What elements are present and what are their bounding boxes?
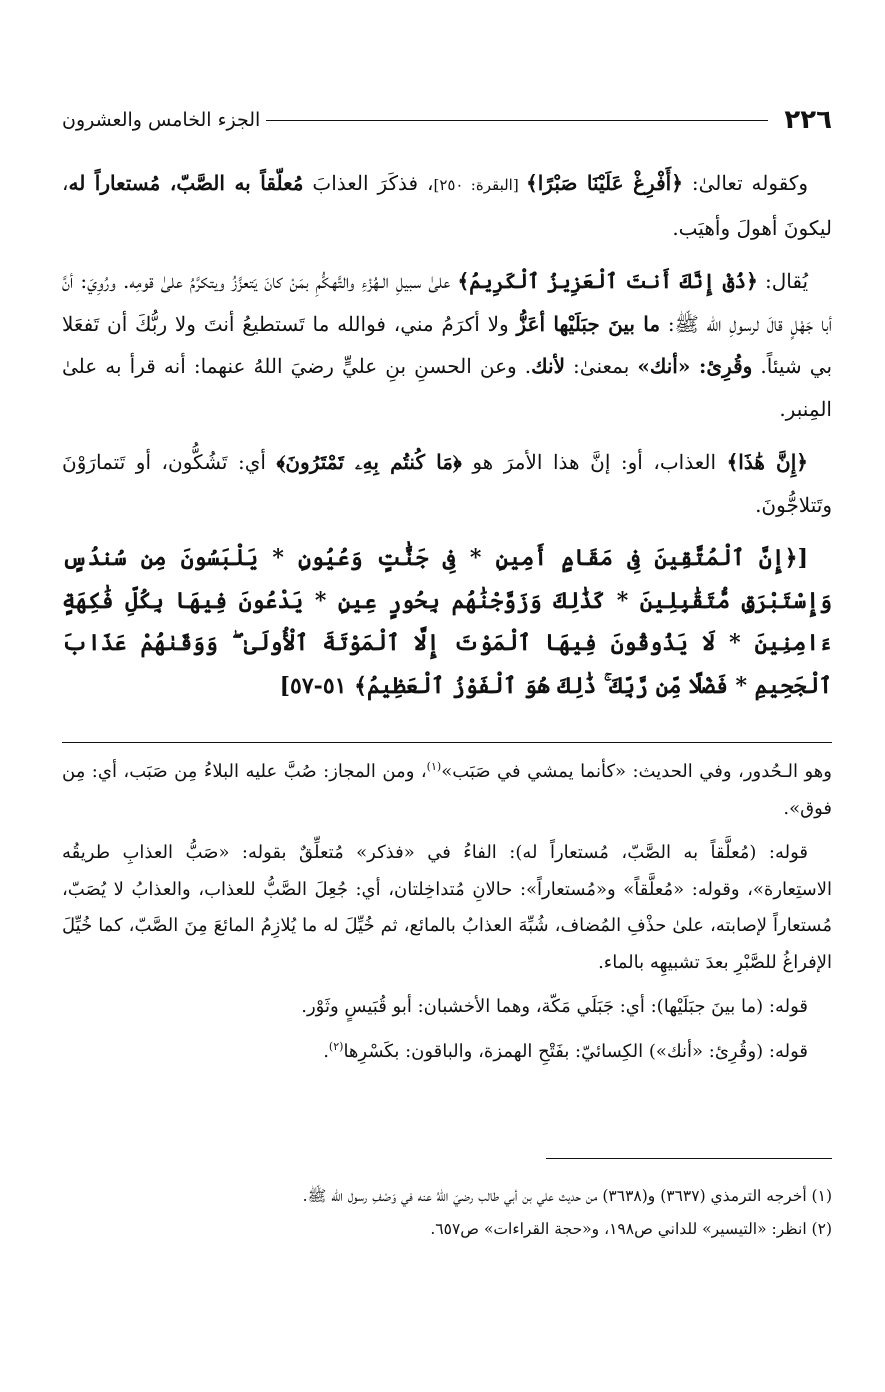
main-text [62, 162, 832, 718]
main-paragraph-1 [62, 162, 832, 249]
main-paragraph-2 [62, 260, 832, 430]
text-span: . وعن الحسنِ بنِ عليٍّ رضيَ اللهُ عنهما: أنه قرأ به علىٰ المِنبر. [62, 354, 832, 421]
commentary-paragraph-1 [62, 754, 832, 827]
text-span: أي: تَشُكُّون، أو تَتمارَوْنَ وتَتلاجُّونَ. [62, 450, 832, 517]
section-separator [62, 742, 832, 743]
text-span: ، ليكونَ أهولَ وأهيَب. [62, 171, 832, 240]
quran-verse: ﴿ذُقْ إِنَّكَ أَنتَ ٱلْعَزِيزُ ٱلْكَرِيمُ﴾ [457, 269, 758, 293]
text-span: . [323, 1040, 329, 1062]
quran-verse: ﴿إِنَّ هَٰذَا﴾ [726, 450, 809, 474]
quran-verse: ﴿أَفْرِغْ عَلَيْنَا صَبْرًا﴾ [526, 171, 683, 195]
commentary-paragraph-4 [62, 1034, 832, 1071]
text-span: يُقال: [757, 269, 809, 293]
footnote-2: (٢) انظر: «التيسير» للداني ص١٩٨، و«حجة القراءات» ص٦٥٧. [430, 1220, 832, 1238]
footnote-separator [546, 1158, 832, 1159]
footnote-marker[interactable]: (٢) [328, 1039, 344, 1053]
footnotes [62, 1180, 832, 1246]
page-header [62, 100, 832, 140]
quran-verse: ﴿مَا كُنتُم بِهِۦ تَمْتَرُونَ﴾ [276, 450, 462, 474]
commentary-text [62, 754, 832, 1078]
text-span: علىٰ سبيلِ الـهُزْءِ والتَّهكُّمِ بمَنْ كانَ يَتعزَّزُ ويتكرَّمُ علىٰ قومِه. ورُوِيَ: أنَّ أبا جَهْلٍ قالَ لرسولِ الله ﷺ: [62, 269, 833, 336]
text-span: العذاب، أو: إنَّ هذا الأمرَ هو [461, 450, 727, 474]
header-rule [266, 120, 768, 121]
bold-phrase: ما بينَ جبَلَيْها أعَزُّ [516, 311, 661, 336]
bold-phrase: لأنك [531, 354, 565, 378]
running-title: الجزء الخامس والعشرون [62, 109, 261, 131]
text-span: ، فذكَرَ العذابَ [303, 171, 434, 195]
footnote-marker[interactable]: (١) [426, 760, 442, 773]
main-paragraph-3 [62, 441, 832, 526]
bold-phrase: مُعلّقاً به الصَّبّ، مُستعاراً له [68, 171, 304, 195]
text-span: وكقوله تعالىٰ: [682, 171, 808, 195]
text-span: وهو الـحُدور، وفي الحديث: «كأنما يمشي في صَبَب» [441, 761, 832, 782]
text-span: ولا أكرَمُ مني، فوالله ما تَستطيعُ أنتَ ولا ربُّكَ أن تَفعَلا بي شيئاً. [62, 311, 833, 378]
verse-reference: [البقرة: ٢٥٠] [433, 176, 527, 194]
quran-verse-block: [﴿إِنَّ ٱلْمُتَّقِينَ فِى مَقَامٍ أَمِينٍ * فِى جَنَّٰتٍ وَعُيُونٍ * يَلْبَسُونَ مِن سُندُسٍ وَإِسْتَبْرَقٍ مُّتَقَٰبِلِينَ * كَذَٰلِكَ وَزَوَّجْنَٰهُم بِحُورٍ عِينٍ * يَدْعُونَ فِيهَا بِكُلِّ فَٰكِهَةٍ ءَامِنِينَ * لَا يَذُوقُونَ فِيهَا ٱلْمَوْتَ إِلَّا ٱلْمَوْتَةَ ٱلْأُولَىٰ ۖ وَوَقَىٰهُمْ عَذَابَ ٱلْجَحِيمِ * فَضْلًا مِّن رَّبِّكَ ۚ ذَٰلِكَ هُوَ ٱلْفَوْزُ ٱلْعَظِيمُ﴾ ٥١-٥٧] [62, 545, 832, 699]
commentary-paragraph-2: قوله: (مُعلَّقاً به الصَّبّ، مُستعاراً له): الفاءُ في «فذكر» مُتعلِّقٌ بقوله: «صَبُّ العذابِ طريقُه الاستِعارة»، وقوله: «مُعلَّقاً» و«مُستعاراً»: حالانِ مُتداخِلتان، أي: جُعِلَ الصَّبُّ للعذاب، والعذابُ لا يُصَبّ، مُستعاراً لإصابته، علىٰ حذْفِ المُضاف، شُبِّهَ العذابُ بالمائع، ثم خُيِّلَ له ما يُلازِمُ المائعَ مِنَ الصَّبّ، كما خُيِّلَ الإفراغُ للصَّبْرِ بعدَ تشبيهِه بالماء. [62, 842, 832, 973]
bold-phrase: وقُرِئ: «أنك» [637, 354, 753, 378]
text-span: ، ومن المجاز: صُبَّ عليه البلاءُ مِن صَبَب، أي: مِن فوق». [62, 761, 832, 819]
footnote-1: (١) أخرجه الترمذي (٣٦٣٧) و(٣٦٣٨) من حديث علي بن أبي طالب رضيَ اللهُ عنه في وَصْفِ رسول الله ﷺ. [302, 1187, 832, 1205]
commentary-paragraph-3: قوله: (ما بينَ جبَلَيْها): أي: جَبَلَي مَكّة، وهما الأخشبان: أبو قُبَيسٍ وثَوْر. [301, 996, 808, 1017]
text-span: بمعنىٰ: [564, 354, 638, 378]
page-number: ٢٢٦ [784, 105, 832, 135]
text-span: قوله: (وقُرِئ: «أنك») الكِسائيّ: بفَتْحِ الهمزة، والباقون: بكَسْرِها [343, 1040, 808, 1062]
